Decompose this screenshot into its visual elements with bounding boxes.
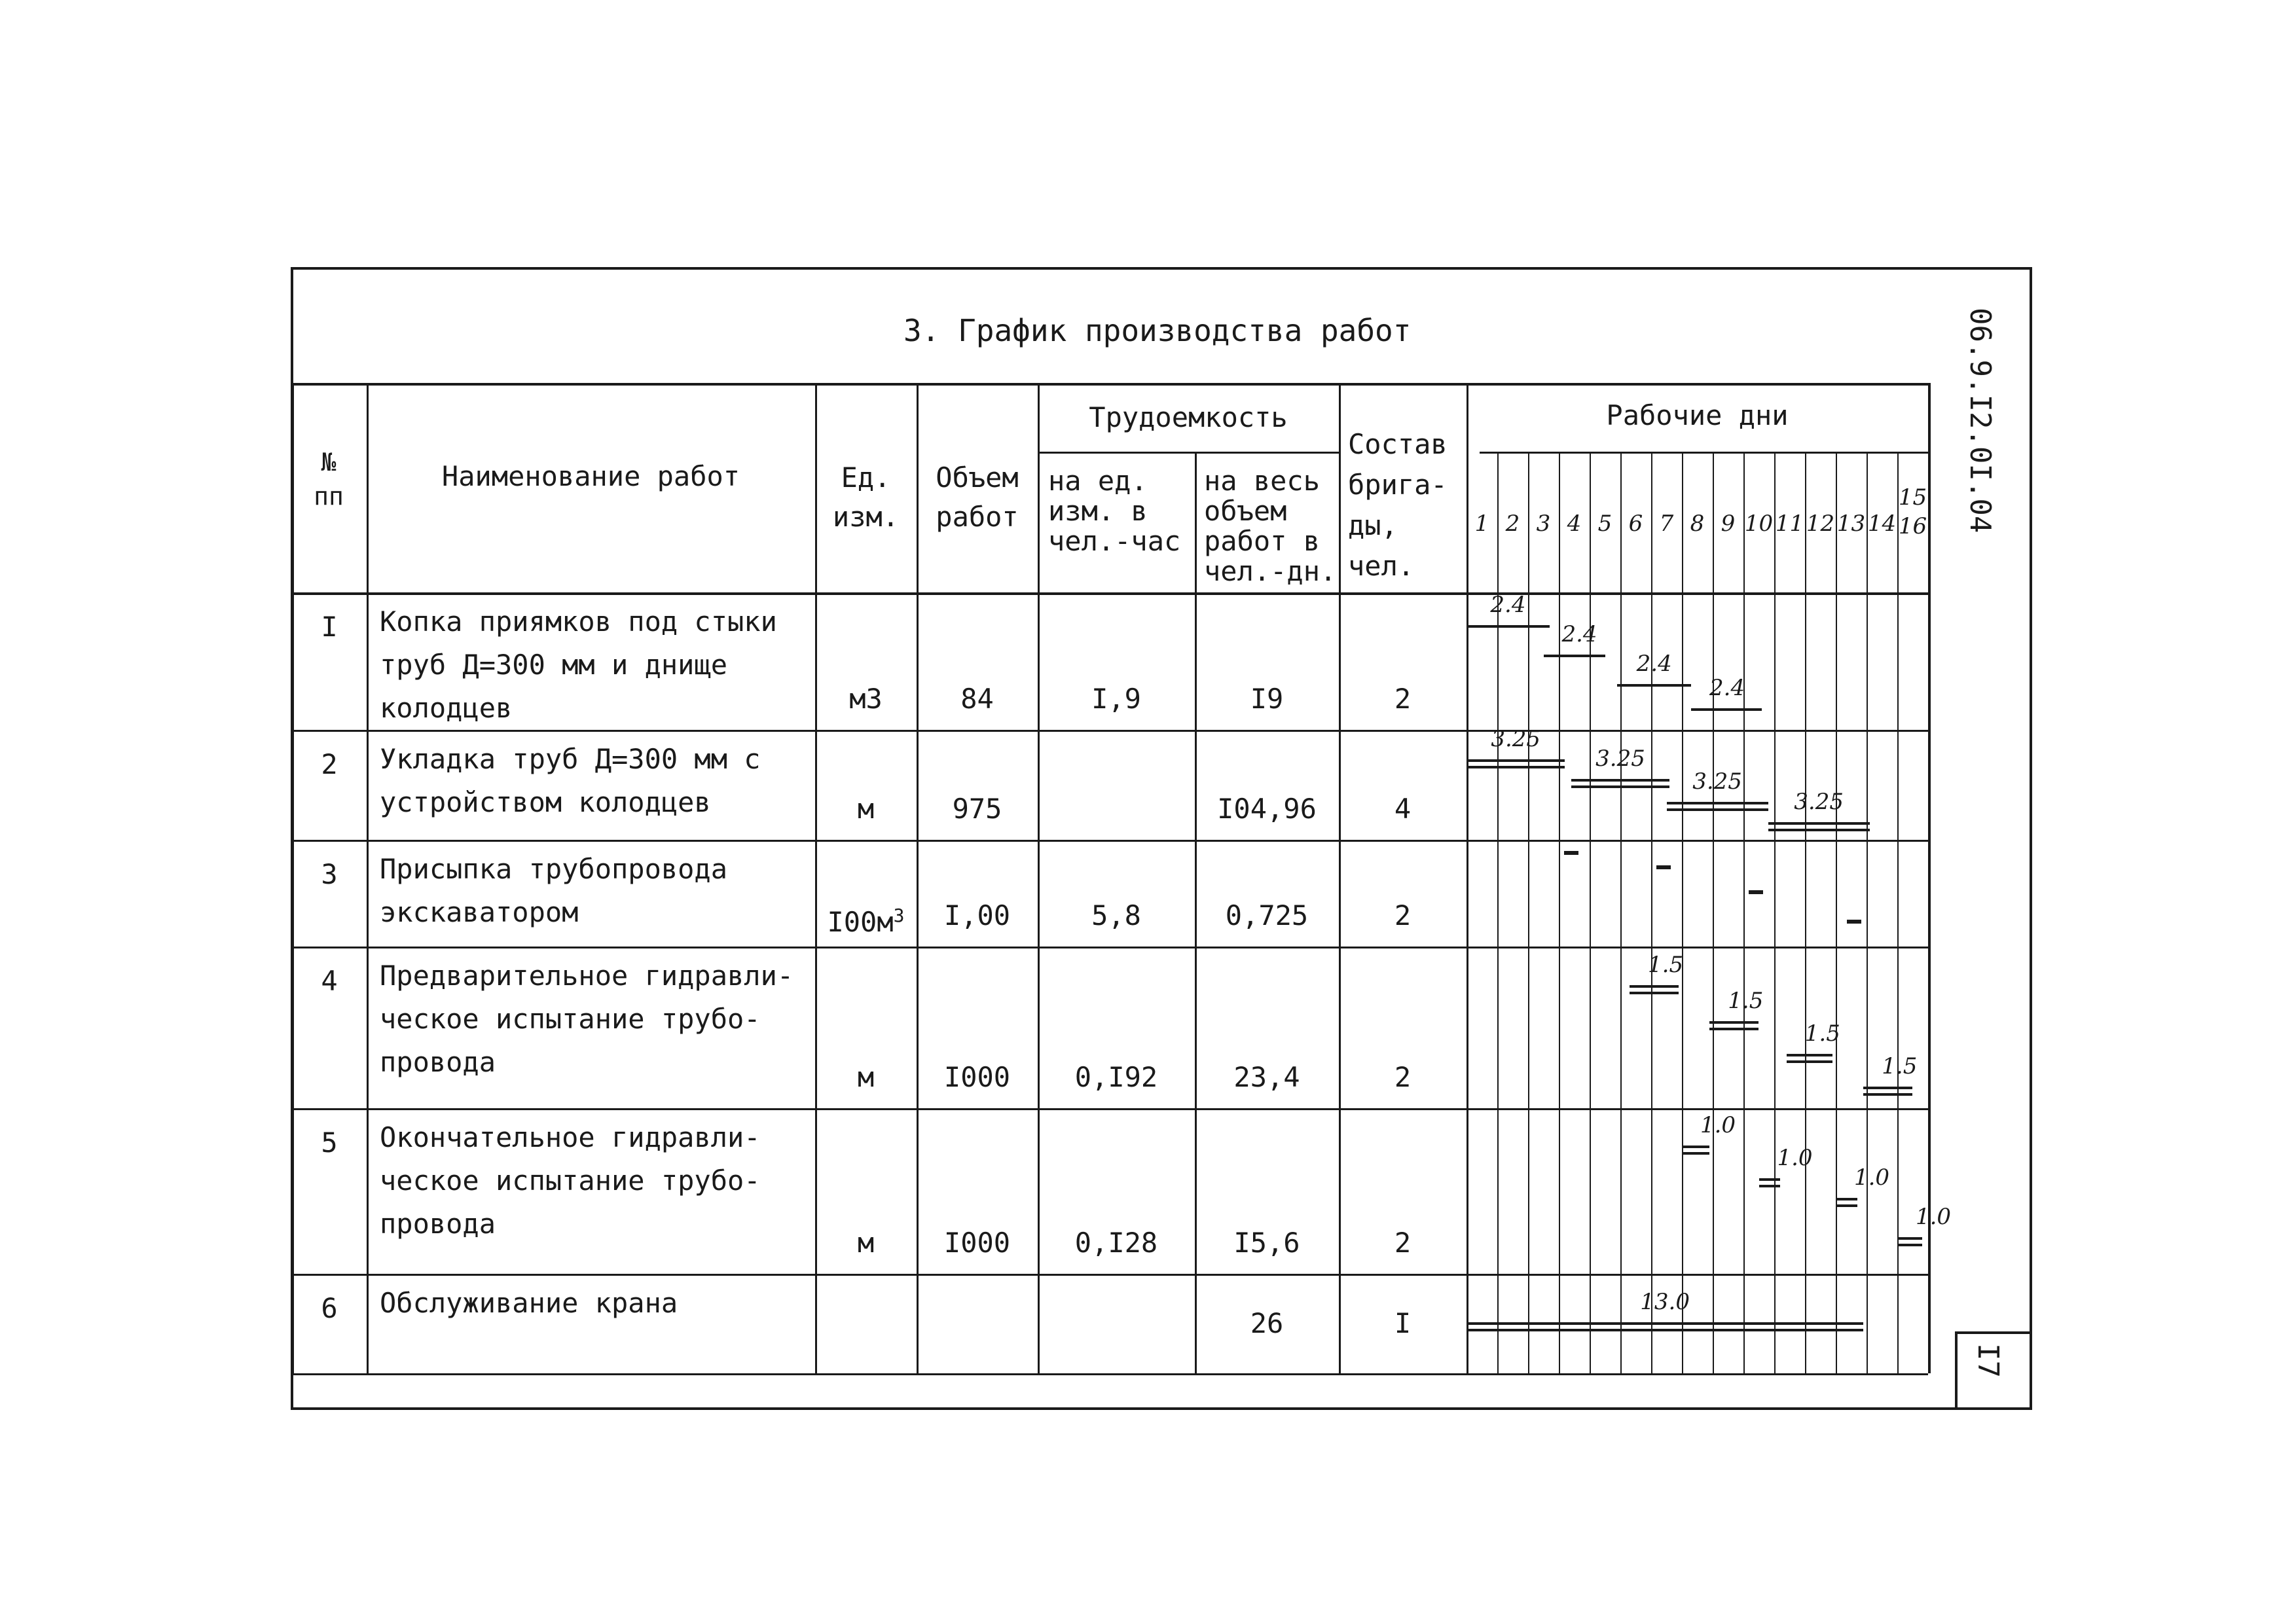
day-number: 14	[1867, 511, 1897, 537]
gantt-bar	[1897, 1237, 1922, 1240]
gantt-bar	[1863, 1087, 1912, 1089]
gantt-bar-second-line	[1467, 1329, 1863, 1331]
gantt-bar	[1571, 779, 1669, 782]
gantt-bar-second-line	[1836, 1204, 1857, 1207]
gantt-bar	[1467, 1322, 1863, 1325]
grid-line	[1805, 452, 1806, 1373]
grid-line	[1774, 452, 1776, 1373]
gantt-bar	[1544, 655, 1605, 657]
gantt-bar	[1836, 1198, 1857, 1200]
grid-line	[292, 383, 1928, 386]
row-labor-unit: I,9	[1091, 683, 1141, 715]
gantt-label: 1.0	[1700, 1112, 1736, 1138]
gantt-label: 1.5	[1804, 1020, 1840, 1047]
row-labor-unit: 0,I92	[1074, 1061, 1158, 1093]
gantt-bar	[1667, 802, 1768, 804]
gantt-dash	[1656, 865, 1671, 869]
row-number: 2	[321, 748, 338, 780]
gantt-bar-second-line	[1709, 1028, 1758, 1030]
day-number: 3	[1536, 511, 1551, 537]
row-volume: I000	[943, 1061, 1011, 1093]
day-number: 7	[1659, 511, 1674, 537]
row-crew: I	[1394, 1307, 1412, 1339]
header-labor: Трудоемкость	[1089, 401, 1288, 433]
grid-line	[1651, 452, 1652, 1373]
grid-line	[1713, 452, 1714, 1373]
gantt-label: 13.0	[1640, 1289, 1690, 1315]
gantt-bar-second-line	[1768, 829, 1870, 831]
row-unit: м3	[849, 683, 883, 715]
grid-line	[1559, 452, 1560, 1373]
gantt-label: 3.25	[1491, 726, 1541, 752]
day-number: 6	[1628, 511, 1643, 537]
gantt-bar	[1691, 708, 1762, 711]
row-work-name: Присыпка трубопровода экскаватором	[380, 853, 728, 928]
grid-line	[292, 1373, 1928, 1375]
day-number: 8	[1690, 511, 1705, 537]
header-volume: Объем работ	[936, 461, 1019, 533]
row-labor-total: 0,725	[1225, 899, 1309, 931]
header-days: Рабочие дни	[1606, 399, 1789, 431]
row-crew: 2	[1394, 1227, 1412, 1259]
gantt-label: 2.4	[1709, 675, 1745, 701]
gantt-bar-second-line	[1682, 1152, 1709, 1155]
day-number: 15 16	[1898, 484, 1927, 539]
row-number: 6	[321, 1292, 338, 1324]
grid-line	[1836, 452, 1837, 1373]
gantt-label: 2.4	[1490, 592, 1526, 618]
gantt-bar	[1617, 684, 1691, 687]
gantt-label: 2.4	[1636, 651, 1672, 677]
gantt-bar-second-line	[1630, 992, 1679, 994]
gantt-label: 1.0	[1777, 1145, 1813, 1171]
gantt-bar	[1630, 985, 1679, 988]
row-number: 4	[321, 965, 338, 997]
gantt-label: 1.5	[1648, 952, 1684, 978]
gantt-bar	[1682, 1146, 1709, 1148]
header-labor-total: на весь объем работ в чел.-дн.	[1204, 465, 1337, 587]
row-number: 5	[321, 1127, 338, 1159]
row-crew: 2	[1394, 899, 1412, 931]
gantt-dash	[1564, 851, 1578, 855]
header-name: Наименование работ	[441, 460, 740, 492]
row-work-name: Копка приямков под стыки труб Д=300 мм и днище колодцев	[380, 605, 777, 724]
row-volume: 975	[952, 793, 1002, 825]
gantt-label: 1.5	[1882, 1053, 1918, 1079]
day-number: 13	[1836, 511, 1866, 537]
grid-line	[367, 383, 369, 1373]
grid-line	[1682, 452, 1683, 1373]
row-labor-total: I5,6	[1233, 1227, 1300, 1259]
gantt-label: 3.25	[1692, 768, 1742, 795]
gantt-label: 3.25	[1794, 789, 1844, 815]
day-number: 4	[1567, 511, 1582, 537]
grid-line	[1867, 452, 1868, 1373]
row-work-name: Укладка труб Д=300 мм с устройством колодцев	[380, 743, 761, 818]
gantt-bar	[1709, 1021, 1758, 1024]
header-labor-unit: на ед. изм. в чел.-час	[1048, 465, 1181, 557]
gantt-label: 1.5	[1728, 988, 1764, 1014]
header-crew: Состав брига- ды, чел.	[1348, 428, 1448, 582]
grid-line	[1897, 452, 1899, 1373]
gantt-bar	[1759, 1178, 1781, 1181]
row-number: I	[321, 611, 338, 643]
day-number: 12	[1806, 511, 1835, 537]
row-labor-total: 26	[1250, 1307, 1284, 1339]
day-number: 11	[1775, 511, 1804, 537]
day-number: 10	[1744, 511, 1774, 537]
gantt-bar-second-line	[1667, 808, 1768, 811]
gantt-bar	[1768, 822, 1870, 825]
gantt-bar-second-line	[1759, 1185, 1781, 1187]
grid-line	[1743, 452, 1745, 1373]
row-work-name: Предварительное гидравли- ческое испытание трубо- провода	[380, 960, 794, 1078]
row-labor-unit: 0,I28	[1074, 1227, 1158, 1259]
row-unit: м	[857, 1227, 875, 1259]
grid-line	[1038, 452, 1339, 454]
gantt-bar-second-line	[1787, 1060, 1833, 1063]
gantt-bar-second-line	[1571, 785, 1669, 788]
gantt-bar-second-line	[1897, 1244, 1922, 1246]
page-number: I7	[1971, 1343, 2005, 1378]
gantt-dash	[1847, 920, 1861, 924]
row-volume: I000	[943, 1227, 1011, 1259]
gantt-label: 2.4	[1561, 621, 1597, 647]
gantt-label: 1.0	[1915, 1204, 1952, 1230]
day-number: 5	[1597, 511, 1613, 537]
gantt-label: 1.0	[1853, 1164, 1890, 1191]
row-labor-total: I9	[1250, 683, 1284, 715]
gantt-bar-second-line	[1467, 766, 1565, 768]
row-crew: 4	[1394, 793, 1412, 825]
row-labor-total: I04,96	[1217, 793, 1317, 825]
grid-line	[1590, 452, 1591, 1373]
gantt-bar	[1787, 1054, 1833, 1056]
row-volume: I,00	[943, 899, 1011, 931]
row-unit: м	[857, 793, 875, 825]
row-volume: 84	[960, 683, 994, 715]
row-work-name: Окончательное гидравли- ческое испытание трубо- провода	[380, 1121, 761, 1240]
grid-line	[1620, 452, 1622, 1373]
page-title: 3. График производства работ	[903, 313, 1412, 348]
gantt-label: 3.25	[1595, 746, 1645, 772]
gantt-bar	[1467, 625, 1550, 628]
gantt-bar	[1467, 759, 1565, 762]
row-crew: 2	[1394, 1061, 1412, 1093]
header-num: № пп	[314, 448, 344, 511]
day-number: 1	[1474, 511, 1489, 537]
grid-line	[1480, 452, 1928, 454]
row-crew: 2	[1394, 683, 1412, 715]
row-labor-total: 23,4	[1233, 1061, 1300, 1093]
gantt-dash	[1749, 890, 1763, 894]
gantt-bar-second-line	[1863, 1093, 1912, 1096]
day-number: 9	[1721, 511, 1736, 537]
row-number: 3	[321, 858, 338, 890]
day-number: 2	[1505, 511, 1520, 537]
row-labor-unit: 5,8	[1091, 899, 1141, 931]
header-unit: Ед. изм.	[832, 461, 900, 533]
document-code: 06.9.I2.0I.04	[1963, 308, 1997, 533]
unit-superscript: 3	[893, 905, 905, 926]
row-unit: $I00м^3$	[827, 905, 905, 938]
row-work-name: Обслуживание крана	[380, 1287, 678, 1319]
row-unit: м	[857, 1061, 875, 1093]
